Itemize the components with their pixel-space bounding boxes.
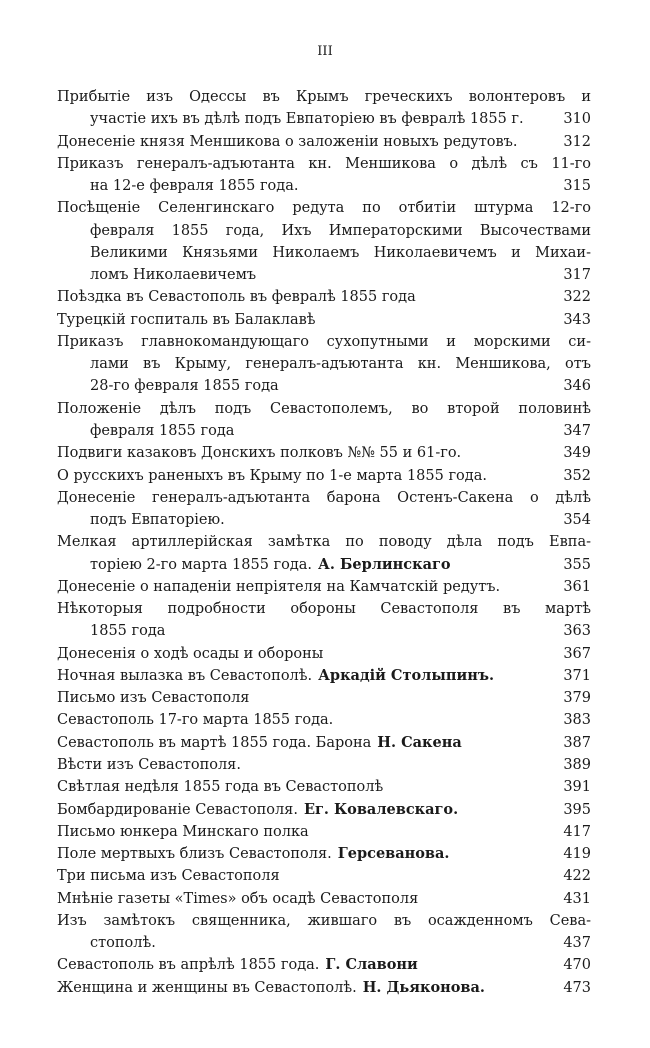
toc-entry-line: [57, 954, 591, 976]
toc-entry-line: [57, 465, 591, 487]
entry-page-number: 352: [563, 467, 591, 484]
toc-entry-line: [57, 175, 591, 197]
dot-leader: [286, 865, 561, 887]
entry-author: Аркадій Столыпинъ.: [318, 666, 495, 684]
dot-leader: [457, 554, 561, 576]
entry-title: Ночная вылазка въ Севастополѣ.: [57, 667, 313, 684]
toc-entry-line: [57, 709, 591, 731]
toc-entry-line: [57, 108, 591, 130]
toc-entry-line: [57, 932, 591, 954]
entry-title: Прибытіе изъ Одессы въ Крымъ греческихъ волонтеровъ и: [57, 89, 591, 105]
entry-title: Донесенія о ходѣ осады и обороны: [57, 645, 324, 662]
entry-title: февраля 1855 года: [90, 422, 235, 439]
dot-leader: [455, 843, 561, 865]
entry-title: Севастополь въ апрѣлѣ 1855 года.: [57, 957, 320, 974]
dot-leader: [468, 732, 561, 754]
dot-leader: [231, 509, 561, 531]
entry-page-number: 317: [563, 267, 591, 284]
entry-title: Бомбардированіе Севастополя.: [57, 801, 298, 818]
entry-page-number: 431: [563, 890, 591, 907]
entry-title: февраля 1855 года, Ихъ Императорскими Высочествами: [90, 222, 591, 239]
entry-title: Поѣздка въ Севастополь въ февралѣ 1855 года: [57, 289, 416, 306]
entry-page-number: 383: [563, 712, 591, 729]
toc-entry-line: [57, 821, 591, 843]
dot-leader: [500, 665, 561, 687]
entry-title: на 12-е февраля 1855 года.: [90, 178, 299, 195]
entry-page-number: 389: [563, 756, 591, 773]
entry-title: Донесеніе князя Меншикова о заложеніи новыхъ редутовъ.: [57, 133, 518, 150]
entry-author: Герсеванова.: [337, 845, 450, 863]
dot-leader: [315, 821, 561, 843]
dot-leader: [506, 576, 561, 598]
entry-page-number: 312: [563, 133, 591, 150]
toc-entry-line: [57, 86, 591, 108]
dot-leader: [530, 108, 561, 130]
entry-title: ломъ Николаевичемъ: [90, 267, 257, 284]
entry-title: Мнѣніе газеты «Times» объ осадѣ Севастополя: [57, 890, 419, 907]
toc-entry-line: [57, 197, 591, 219]
toc-entry-line: [57, 131, 591, 153]
entry-title: торіею 2-го марта 1855 года.: [90, 556, 313, 573]
entry-page-number: 470: [563, 957, 591, 974]
entry-title: Донесеніе о нападеніи непріятеля на Камчатскій редутъ.: [57, 578, 501, 595]
entry-title: Поле мертвыхъ близъ Севастополя.: [57, 846, 332, 863]
dot-leader: [162, 932, 561, 954]
toc-entry-line: [57, 687, 591, 709]
entry-page-number: 379: [563, 690, 591, 707]
dot-leader: [422, 286, 561, 308]
page-number: III: [317, 44, 333, 59]
entry-title: Донесеніе генералъ-адъютанта барона Остенъ-Сакена о дѣлѣ: [57, 489, 591, 506]
toc-entry-line: [57, 353, 591, 375]
entry-author: А. Берлинскаго: [318, 555, 451, 573]
dot-leader: [304, 175, 561, 197]
entry-page-number: 322: [563, 289, 591, 306]
toc-entry-line: [57, 420, 591, 442]
dot-leader: [339, 709, 561, 731]
dot-leader: [491, 977, 561, 999]
entry-title: Положеніе дѣлъ подъ Севастополемъ, во второй половинѣ: [57, 400, 591, 417]
entry-title: подъ Евпаторіею.: [90, 512, 225, 529]
entry-title: Севастополь 17-го марта 1855 года.: [57, 712, 334, 729]
entry-page-number: 354: [563, 512, 591, 529]
toc-entry-line: [57, 309, 591, 331]
dot-leader: [467, 442, 561, 464]
entry-page-number: 355: [563, 556, 591, 573]
entry-page-number: 361: [563, 578, 591, 595]
entry-title: Приказъ главнокомандующаго сухопутными и морскими си-: [57, 333, 591, 350]
toc-entry-line: [57, 665, 591, 687]
toc-entry-line: [57, 398, 591, 420]
entry-author: Н. Сакена: [377, 733, 462, 751]
dot-leader: [262, 264, 561, 286]
toc-entry-line: [57, 264, 591, 286]
entry-page-number: 473: [563, 979, 591, 996]
toc-entry-line: [57, 220, 591, 242]
entry-page-number: 343: [563, 311, 591, 328]
toc-entry-line: [57, 888, 591, 910]
toc-entry-line: [57, 776, 591, 798]
toc-entry-line: [57, 531, 591, 553]
entry-page-number: 347: [563, 422, 591, 439]
table-of-contents: [57, 86, 591, 999]
toc-entry-line: [57, 576, 591, 598]
dot-leader: [247, 754, 561, 776]
toc-entry-line: [57, 509, 591, 531]
entry-title: Свѣтлая недѣля 1855 года въ Севастополѣ: [57, 779, 384, 796]
entry-title: Приказъ генералъ-адъютанта кн. Меншикова о дѣлѣ съ 11-го: [57, 155, 591, 172]
entry-author: Г. Славони: [325, 956, 418, 974]
toc-entry-line: [57, 977, 591, 999]
entry-title: Изъ замѣтокъ священника, жившаго въ осажденномъ Сева-: [57, 912, 591, 929]
toc-entry-line: [57, 843, 591, 865]
toc-entry-line: [57, 910, 591, 932]
entry-page-number: 363: [563, 623, 591, 640]
entry-title: Севастополь въ мартѣ 1855 года. Барона: [57, 734, 372, 751]
toc-entry-line: [57, 487, 591, 509]
entry-author: Ег. Ковалевскаго.: [303, 800, 459, 818]
entry-title: Письмо изъ Севастополя: [57, 690, 250, 707]
toc-entry-line: [57, 153, 591, 175]
entry-page-number: 349: [563, 445, 591, 462]
dot-leader: [322, 309, 561, 331]
entry-title: стополѣ.: [90, 935, 156, 952]
toc-entry-line: [57, 598, 591, 620]
entry-title: 1855 года: [90, 623, 166, 640]
entry-page-number: 419: [563, 846, 591, 863]
toc-entry-line: [57, 242, 591, 264]
dot-leader: [464, 799, 561, 821]
dot-leader: [523, 131, 561, 153]
dot-leader: [389, 776, 561, 798]
entry-page-number: 391: [563, 779, 591, 796]
entry-author: Н. Дьяконова.: [362, 978, 485, 996]
entry-title: лами въ Крыму, генералъ-адъютанта кн. Меншикова, отъ: [90, 356, 591, 373]
entry-title: Женщина и женщины въ Севастополѣ.: [57, 979, 357, 996]
dot-leader: [493, 465, 561, 487]
dot-leader: [285, 375, 561, 397]
toc-entry-line: [57, 865, 591, 887]
toc-entry-line: [57, 375, 591, 397]
toc-entry-line: [57, 754, 591, 776]
dot-leader: [424, 888, 561, 910]
entry-page-number: 371: [563, 667, 591, 684]
entry-page-number: 367: [563, 645, 591, 662]
entry-title: Нѣкоторыя подробности обороны Севастополя въ мартѣ: [57, 601, 591, 618]
toc-entry-line: [57, 620, 591, 642]
dot-leader: [255, 687, 561, 709]
entry-title: О русскихъ раненыхъ въ Крыму по 1-е марта 1855 года.: [57, 467, 487, 484]
dot-leader: [424, 954, 561, 976]
entry-title: Подвиги казаковъ Донскихъ полковъ №№ 55 и 61-го.: [57, 445, 462, 462]
toc-entry-line: [57, 331, 591, 353]
toc-entry-line: [57, 732, 591, 754]
toc-entry-line: [57, 286, 591, 308]
toc-entry-line: [57, 643, 591, 665]
entry-title: Вѣсти изъ Севастополя.: [57, 756, 241, 773]
entry-title: 28-го февраля 1855 года: [90, 378, 279, 395]
entry-page-number: 417: [563, 823, 591, 840]
entry-title: Мелкая артиллерійская замѣтка по поводу дѣла подъ Евпа-: [57, 534, 591, 551]
entry-page-number: 346: [563, 378, 591, 395]
dot-leader: [171, 620, 561, 642]
entry-page-number: 310: [563, 111, 591, 128]
entry-title: участіе ихъ въ дѣлѣ подъ Евпаторіею въ февралѣ 1855 г.: [90, 111, 524, 128]
entry-title: Посѣщеніе Селенгинскаго редута по отбитіи штурма 12-го: [57, 200, 591, 217]
entry-page-number: 387: [563, 734, 591, 751]
entry-page-number: 422: [563, 868, 591, 885]
entry-title: Три письма изъ Севастополя: [57, 868, 280, 885]
entry-page-number: 315: [563, 178, 591, 195]
entry-title: Письмо юнкера Минскаго полка: [57, 823, 309, 840]
entry-title: Турецкій госпиталь въ Балаклавѣ: [57, 311, 316, 328]
entry-title: Великими Князьями Николаемъ Николаевичемъ и Михаи-: [90, 244, 591, 261]
dot-leader: [240, 420, 561, 442]
entry-page-number: 437: [563, 935, 591, 952]
toc-entry-line: [57, 799, 591, 821]
entry-page-number: 395: [563, 801, 591, 818]
dot-leader: [329, 643, 561, 665]
toc-entry-line: [57, 554, 591, 576]
toc-entry-line: [57, 442, 591, 464]
